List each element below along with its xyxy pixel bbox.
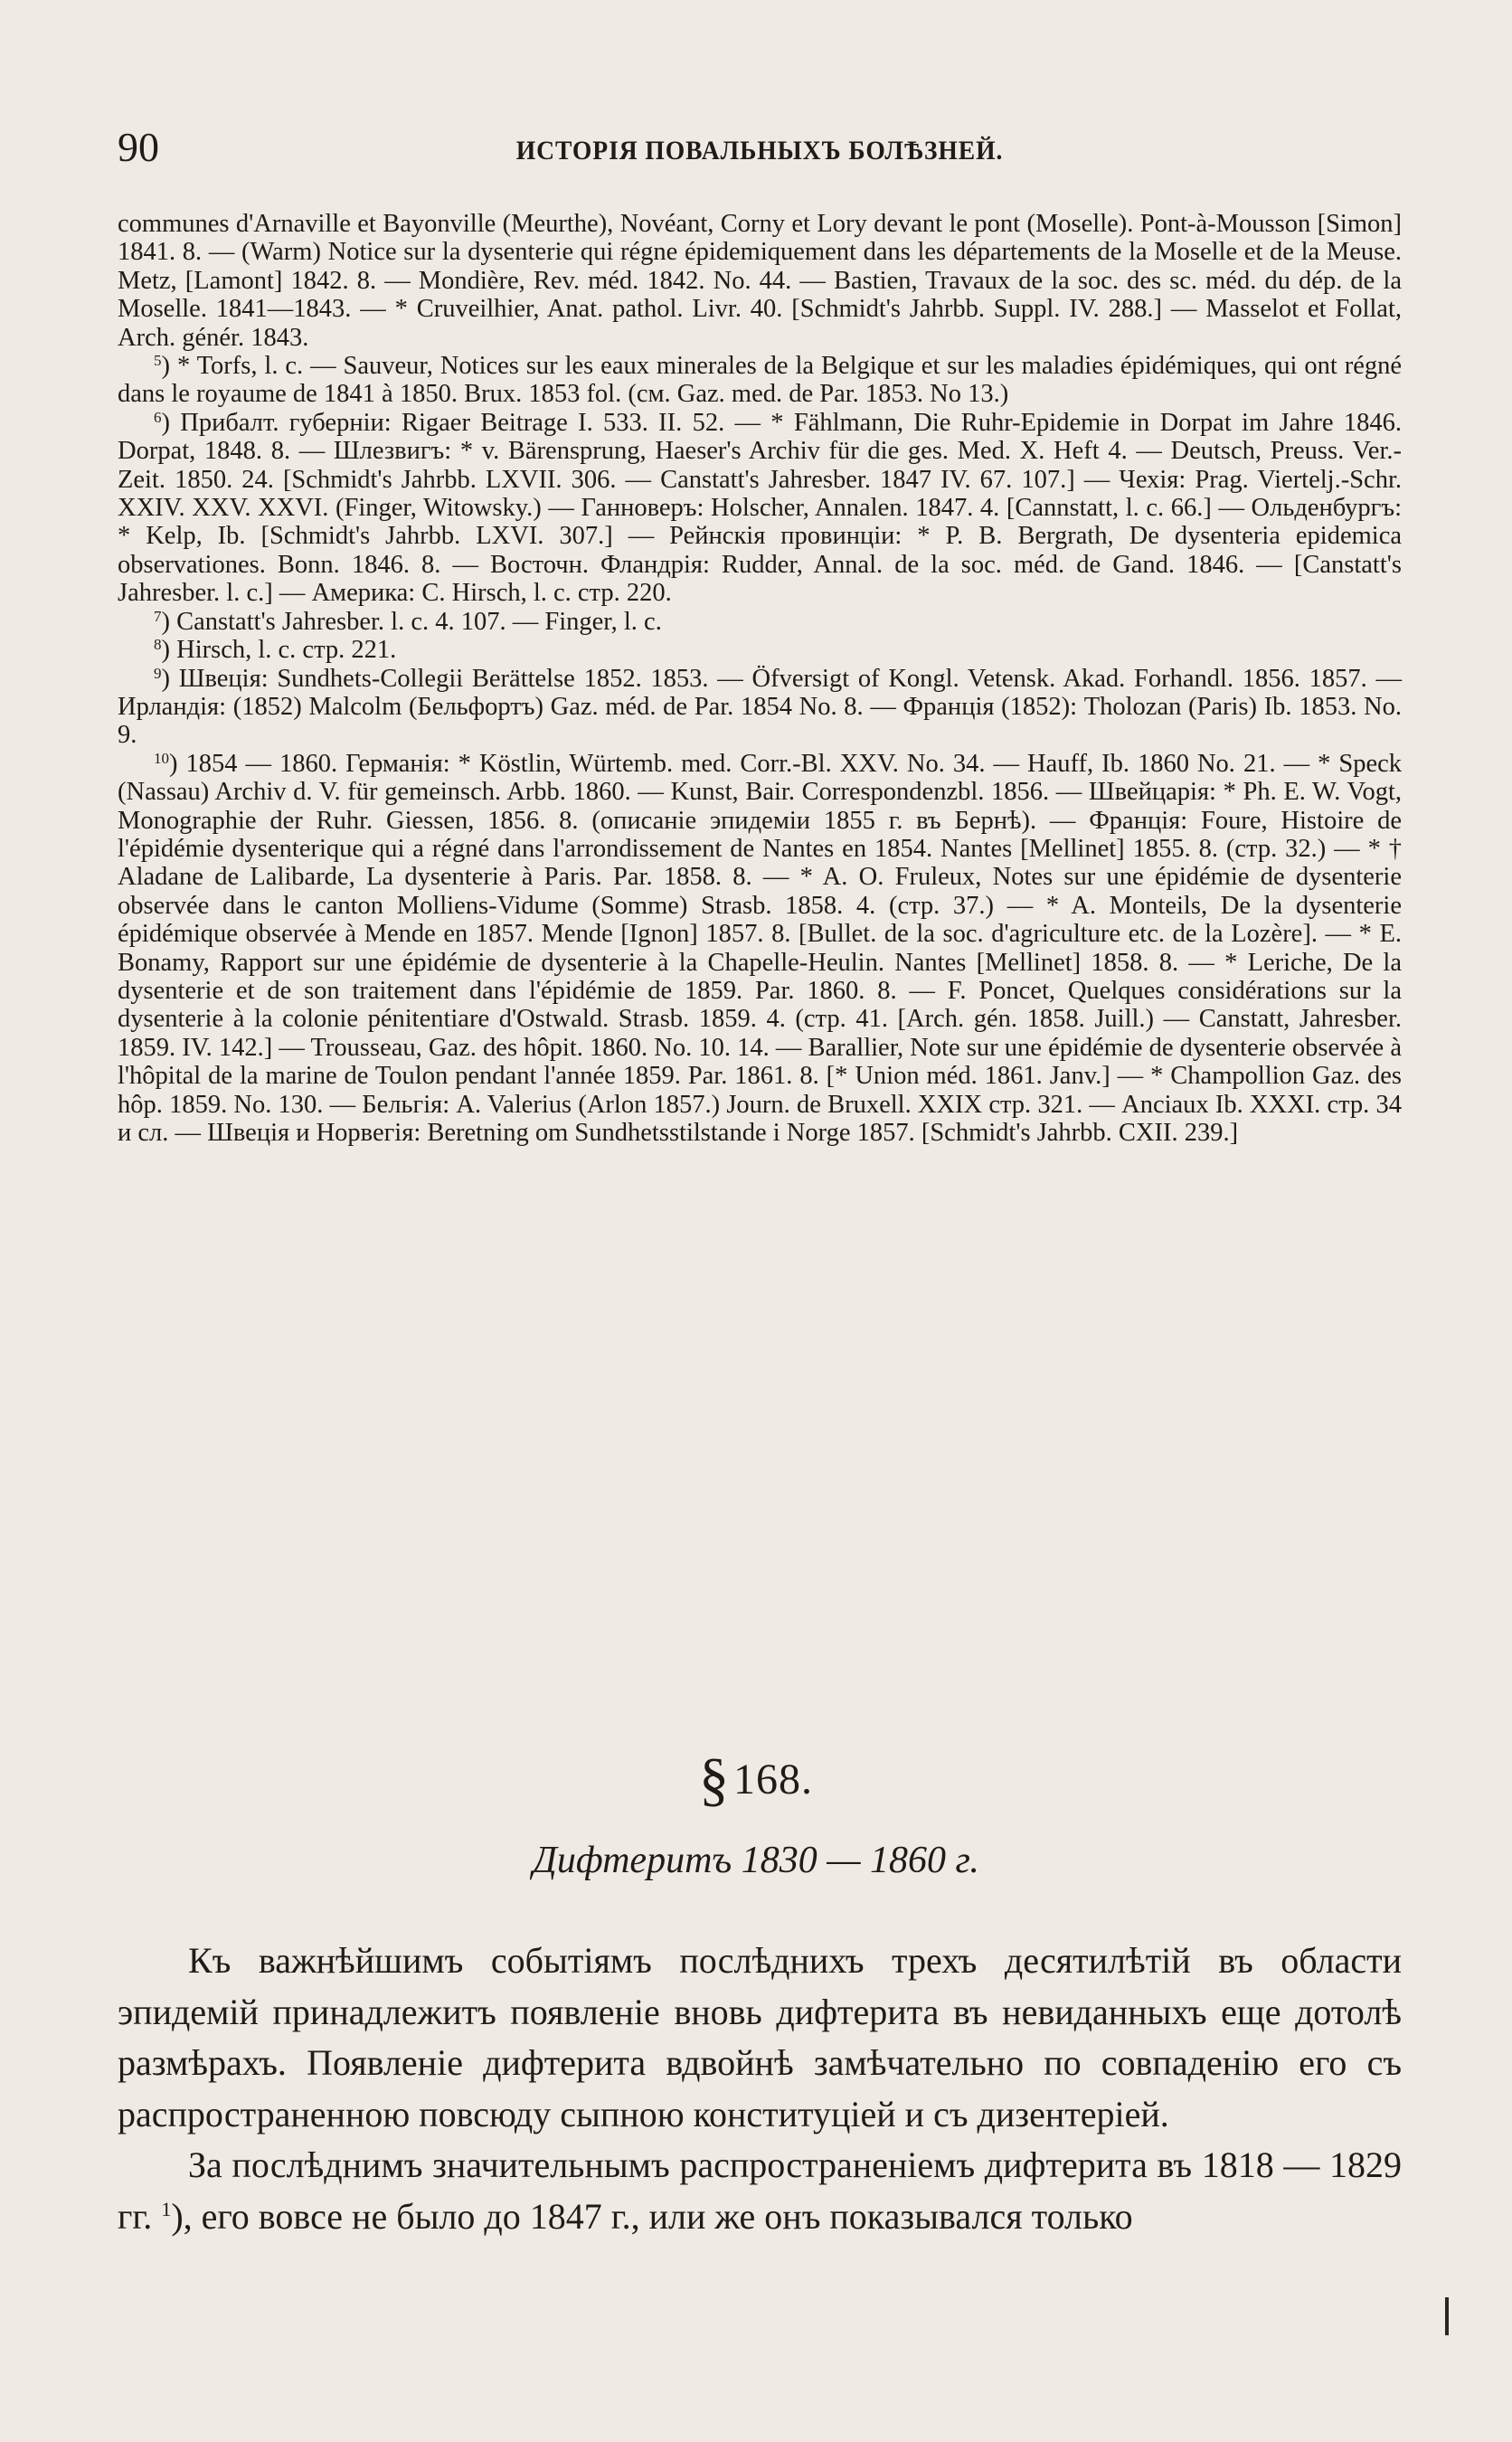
footnote-text: * Torfs, l. c. — Sauveur, Notices sur les eaux minerales de la Belgique et sur les maladies épidémiques, qui ont régné dans le royaume de 1841 à 1850. Brux. 1853 fol. (см. Gaz. med. de Par. 1853. No 13.) <box>118 352 1402 409</box>
running-title: ИСТОРІЯ ПОВАЛЬНЫХЪ БОЛѢЗНЕЙ. <box>515 136 1004 166</box>
footnote-text: Hirsch, l. c. стр. 221. <box>176 636 397 665</box>
paragraph-text: За послѣднимъ значительнымъ распространеніемъ дифтерита въ 1818 — 1829 гг. <box>118 2144 1402 2237</box>
section-sign: § <box>699 1746 730 1813</box>
footnote-10: $^{10}$) 1854 — 1860. Германія: * Köstlin, Würtemb. med. Corr.-Bl. XXV. No. 34. — Hauff, Ib. 1860 No. 21. — * Speck (Nassau) Archiv d. V. für gemeinsch. Arbb. 1860. — Kunst, Bair. Correspondenzbl. 1856. — Швейцарія: * Ph. E. W. Vogt, Monographie der Ruhr. Giessen, 1856. 8. (описаніе эпидеміи 1855 г. въ Бернѣ). — Франція: Foure, Histoire de l'épidémie dysenterique qui a régné dans l'arrondissement de Nantes en 1854. Nantes [Mellinet] 1855. 8. (стр. 32.) — * † Aladane de Lalibarde, La dysenterie à Paris. Par. 1858. 8. — * A. O. Fruleux, Notes sur une épidémie de dysenterie observée dans le canton Molliens-Vidume (Somme) Strasb. 1858. 4. (стр. 37.) — * A. Monteils, De la dysenterie épidémique observée à Mende en 1857. Mende [Ignon] 1857. 8. [Bullet. de la soc. d'agriculture etc. de la Lozère]. — * E. Bonamy, Rapport sur une épidémie de dysenterie à la Chapelle-Heulin. Nantes [Mellinet] 1858. 8. — * Leriche, De la dysenterie et de son traitement dans l'épidémie de 1859. Par. 1860. 8. — F. Poncet, Quelques considérations sur la dysenterie à la colonie pénitentiare d'Ostwald. Strasb. 1859. 4. (стр. 41. [Arch. gén. 1858. Juill.) — Canstatt, Jahresber. 1859. IV. 142.] — Trousseau, Gaz. des hôpit. 1860. No. 10. 14. — Barallier, Note sur une épidémie de dysenterie observée à l'hôpital de la marine de Toulon pendant l'année 1859. Par. 1861. 8. [* Union méd. 1861. Janv.] — * Champollion Gaz. des hôp. 1859. No. 130. — Бельгія: A. Valerius (Arlon 1857.) Journ. de Bruxell. XXIX стр. 321. — Anciaux Ib. XXXI. стр. 34 и сл. — Швеція и Норвегія: Beretning om Sundhetsstilstande i Norge 1857. [Schmidt's Jahrbb. CXII. 239.] <box>118 749 1402 1147</box>
section-heading <box>0 1746 1512 1814</box>
section-number: 168. <box>733 1756 813 1803</box>
footnote-text: Прибалт. губерніи: Rigaer Beitrage I. 533. II. 52. — * Fählmann, Die Ruhr-Epidemie in Dorpat im Jahre 1846. Dorpat, 1848. 8. — Шлезвигъ: * v. Bärensprung, Haeser's Archiv für die ges. Med. X. Heft 4. — Deutsch, Preuss. Ver.-Zeit. 1850. 24. [Schmidt's Jahrbb. LXVII. 306. — Canstatt's Jahresber. 1847 IV. 67. 107.] — Чехія: Prag. Viertelj.-Schr. XXIV. XXV. XXVI. (Finger, Witowsky.) — Ганноверъ: Holscher, Annalen. 1847. 4. [Cannstatt, l. c. 66.] — Ольденбургъ: * Kelp, Ib. [Schmidt's Jahrbb. LXVI. 307.] — Рейнскія провинціи: * P. B. Bergrath, De dysenteria epidemica observationes. Bonn. 1846. 8. — Восточн. Фландрія: Rudder, Annal. de la soc. méd. de Gand. 1846. — [Canstatt's Jahresber. l. c.] — Америка: C. Hirsch, l. c. стр. 220. <box>118 408 1402 608</box>
footnote-continued <box>118 210 1402 352</box>
footnote-8: $^8$) Hirsch, l. c. стр. 221. <box>154 636 397 665</box>
footnote-text: Швеція: Sundhets-Collegii Berättelse 1852. 1853. — Öfversigt of Kongl. Vetensk. Akad. Forhandl. 1856. 1857. — Ирландія: (1852) Malcolm (Бельфортъ) Gaz. méd. de Par. 1854 No. 8. — Франція (1852): Tholozan (Paris) Ib. 1853. No. 9. <box>118 664 1402 750</box>
paragraph <box>118 2140 1402 2242</box>
footnote-7: $^7$) Canstatt's Jahresber. l. c. 4. 107. — Finger, l. c. <box>154 607 662 636</box>
body-text <box>118 1936 1402 2242</box>
footnote-text: communes d'Arnaville et Bayonville (Meurthe), Novéant, Corny et Lory devant le pont (Moselle). Pont-à-Mousson [Simon] 1841. 8. — (Warm) Notice sur la dysenterie qui régne épidemiquement dans les départements de la Moselle et de la Meuse. Metz, [Lamont] 1842. 8. — Mondière, Rev. méd. 1842. No. 44. — Bastien, Travaux de la soc. des sc. méd. du dép. de la Moselle. 1841—1843. — * Cruveilhier, Anat. pathol. Livr. 40. [Schmidt's Jahrbb. Suppl. IV. 288.] — Masselot et Follat, Arch. génér. 1843. <box>118 210 1402 352</box>
section-title: Дифтеритъ 1830 — 1860 г. <box>533 1840 979 1881</box>
footnote-text: 1854 — 1860. Германія: * Köstlin, Würtemb. med. Corr.-Bl. XXV. No. 34. — Hauff, Ib. 1860 No. 21. — * Speck (Nassau) Archiv d. V. für gemeinsch. Arbb. 1860. — Kunst, Bair. Correspondenzbl. 1856. — Швейцарія: * Ph. E. W. Vogt, Monographie der Ruhr. Giessen, 1856. 8. (описаніе эпидеміи 1855 г. въ Бернѣ). — Франція: Foure, Histoire de l'épidémie dysenterique qui a régné dans l'arrondissement de Nantes en 1854. Nantes [Mellinet] 1855. 8. (стр. 32.) — * † Aladane de Lalibarde, La dysenterie à Paris. Par. 1858. 8. — * A. O. Fruleux, Notes sur une épidémie de dysenterie observée dans le canton Molliens-Vidume (Somme) Strasb. 1858. 4. (стр. 37.) — * A. Monteils, De la dysenterie épidémique observée à Mende en 1857. Mende [Ignon] 1857. 8. [Bullet. de la soc. d'agriculture etc. de la Lozère]. — * E. Bonamy, Rapport sur une épidémie de dysenterie à la Chapelle-Heulin. Nantes [Mellinet] 1858. 8. — * Leriche, De la dysenterie et de son traitement dans l'épidémie de 1859. Par. 1860. 8. — F. Poncet, Quelques considérations sur la dysenterie à la colonie pénitentiare d'Ostwald. Strasb. 1859. 4. (стр. 41. [Arch. gén. 1858. Juill.) — Canstatt, Jahresber. 1859. IV. 142.] — Trousseau, Gaz. des hôpit. 1860. No. 10. 14. — Barallier, Note sur une épidémie de dysenterie observée à l'hôpital de la marine de Toulon pendant l'année 1859. Par. 1861. 8. [* Union méd. 1861. Janv.] — * Champollion Gaz. des hôp. 1859. No. 130. — Бельгія: A. Valerius (Arlon 1857.) Journ. de Bruxell. XXIX стр. 321. — Anciaux Ib. XXXI. стр. 34 и сл. — Швеція и Норвегія: Beretning om Sundhetsstilstande i Norge 1857. [Schmidt's Jahrbb. CXII. 239.] <box>118 749 1402 1147</box>
paragraph-text: ), его вовсе не было до 1847 г., или же онъ показывался только <box>171 2195 1133 2237</box>
page-header <box>118 123 1402 177</box>
footnote-6: $^6$) Прибалт. губерніи: Rigaer Beitrage I. 533. II. 52. — * Fählmann, Die Ruhr-Epidemie in Dorpat im Jahre 1846. Dorpat, 1848. 8. — Шлезвигъ: * v. Bärensprung, Haeser's Archiv für die ges. Med. X. Heft 4. — Deutsch, Preuss. Ver.-Zeit. 1850. 24. [Schmidt's Jahrbb. LXVII. 306. — Canstatt's Jahresber. 1847 IV. 67. 107.] — Чехія: Prag. Viertelj.-Schr. XXIV. XXV. XXVI. (Finger, Witowsky.) — Ганноверъ: Holscher, Annalen. 1847. 4. [Cannstatt, l. c. 66.] — Ольденбургъ: * Kelp, Ib. [Schmidt's Jahrbb. LXVI. 307.] — Рейнскія провинціи: * P. B. Bergrath, De dysenteria epidemica observationes. Bonn. 1846. 8. — Восточн. Фландрія: Rudder, Annal. de la soc. méd. de Gand. 1846. — [Canstatt's Jahresber. l. c.] — Америка: C. Hirsch, l. c. стр. 220. <box>118 408 1402 608</box>
footnote-marker: 6 <box>154 408 162 426</box>
print-mark <box>1445 2297 1449 2335</box>
footnote-9: $^9$) Швеція: Sundhets-Collegii Berättelse 1852. 1853. — Öfversigt of Kongl. Vetensk. Akad. Forhandl. 1856. 1857. — Ирландія: (1852) Malcolm (Бельфортъ) Gaz. méd. de Par. 1854 No. 8. — Франція (1852): Tholozan (Paris) Ib. 1853. No. 9. <box>118 664 1402 750</box>
footnote-text: Canstatt's Jahresber. l. c. 4. 107. — Finger, l. c. <box>176 607 662 636</box>
footnote-reference: 1 <box>161 2197 172 2220</box>
footnote-marker: 7 <box>154 607 162 625</box>
paragraph: Къ важнѣйшимъ событіямъ послѣднихъ трехъ десятилѣтій въ области эпидемій принадлежитъ появленіе вновь дифтерита въ невиданныхъ еще дотолѣ размѣрахъ. Появленіе дифтерита вдвойнѣ замѣчательно по совпаденію его съ распространенною повсюду сыпною конституціей и съ дизентеріей. <box>118 1940 1402 2134</box>
footnote-marker: 8 <box>154 636 162 654</box>
footnotes-block <box>118 210 1402 1147</box>
footnote-5: $^5$) * Torfs, l. c. — Sauveur, Notices sur les eaux minerales de la Belgique et sur les maladies épidémiques, qui ont régné dans le royaume de 1841 à 1850. Brux. 1853 fol. (см. Gaz. med. de Par. 1853. No 13.) <box>118 352 1402 409</box>
footnote-marker: 9 <box>154 664 162 682</box>
page-number: 90 <box>118 124 159 170</box>
footnote-marker: 5 <box>154 352 162 370</box>
footnote-marker: 10 <box>154 749 169 767</box>
